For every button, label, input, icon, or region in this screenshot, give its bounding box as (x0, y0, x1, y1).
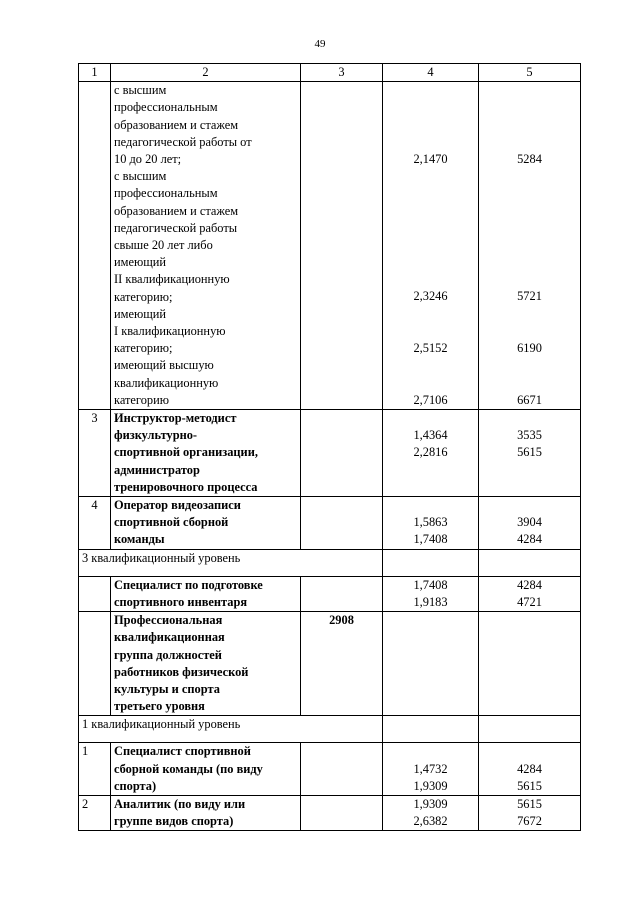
salary-cell: 5284 5721 6190 6671 (479, 82, 581, 410)
coefficient-cell: 2,1470 2,3246 2,5152 2,7106 (383, 82, 479, 410)
qualification-level-label: 3 квалификационный уровень (79, 549, 383, 576)
base-salary-cell (301, 795, 383, 830)
page-number: 49 (314, 38, 326, 50)
column-number: 3 (301, 64, 383, 82)
table-row (79, 549, 581, 576)
salary-cell: 3904 4284 (479, 497, 581, 550)
column-number: 1 (79, 64, 111, 82)
position-cell: Аналитик (по виду или группе видов спорта) (111, 795, 301, 830)
row-number-cell (79, 82, 111, 410)
salary-cell (479, 716, 581, 743)
table-row (79, 716, 581, 743)
column-number: 4 (383, 64, 479, 82)
salary-cell: 4284 5615 (479, 743, 581, 796)
base-salary-cell: 2908 (301, 612, 383, 716)
position-cell: Оператор видеозаписи спортивной сборной команды (111, 497, 301, 550)
column-number: 2 (111, 64, 301, 82)
salary-cell (479, 612, 581, 716)
table-row (79, 497, 581, 550)
row-number-cell (79, 576, 111, 611)
row-number-cell (79, 612, 111, 716)
table-row (79, 82, 581, 410)
qualification-level-label: 1 квалификационный уровень (79, 716, 383, 743)
base-salary-cell (301, 743, 383, 796)
coefficient-cell: 1,7408 1,9183 (383, 576, 479, 611)
table-row (79, 576, 581, 611)
coefficient-cell: 1,4732 1,9309 (383, 743, 479, 796)
salary-cell: 5615 7672 (479, 795, 581, 830)
coefficient-cell: 1,4364 2,2816 (383, 410, 479, 497)
coefficient-cell (383, 549, 479, 576)
base-salary-cell (301, 497, 383, 550)
column-number-row (79, 64, 581, 82)
row-number-cell: 1 (79, 743, 111, 796)
position-cell: с высшим профессиональным образованием и стажем педагогической работы от 10 до 20 лет; с высшим профессиональным образованием и стажем педагогической работы свыше 20 лет либо имеющий II квалификационную категорию; имеющий I квалификационную категорию; имеющий высшую квалификационную категорию (111, 82, 301, 410)
position-cell: Специалист по подготовке спортивного инвентаря (111, 576, 301, 611)
table-row (79, 795, 581, 830)
coefficient-cell (383, 716, 479, 743)
salary-cell: 3535 5615 (479, 410, 581, 497)
salary-table (78, 63, 581, 831)
coefficient-cell: 1,9309 2,6382 (383, 795, 479, 830)
row-number-cell: 4 (79, 497, 111, 550)
position-cell: Инструктор-методист физкультурно- спортивной организации, администратор тренировочного процесса (111, 410, 301, 497)
salary-cell: 4284 4721 (479, 576, 581, 611)
column-number: 5 (479, 64, 581, 82)
group-title-cell: Профессиональная квалификационная группа должностей работников физической культуры и спорта третьего уровня (111, 612, 301, 716)
base-salary-cell (301, 576, 383, 611)
salary-cell (479, 549, 581, 576)
base-salary-cell (301, 410, 383, 497)
coefficient-cell (383, 612, 479, 716)
position-cell: Специалист спортивной сборной команды (по виду спорта) (111, 743, 301, 796)
coefficient-cell: 1,5863 1,7408 (383, 497, 479, 550)
base-salary-cell (301, 82, 383, 410)
table-row (79, 743, 581, 796)
row-number-cell: 3 (79, 410, 111, 497)
table-row (79, 612, 581, 716)
table-row (79, 410, 581, 497)
row-number-cell: 2 (79, 795, 111, 830)
